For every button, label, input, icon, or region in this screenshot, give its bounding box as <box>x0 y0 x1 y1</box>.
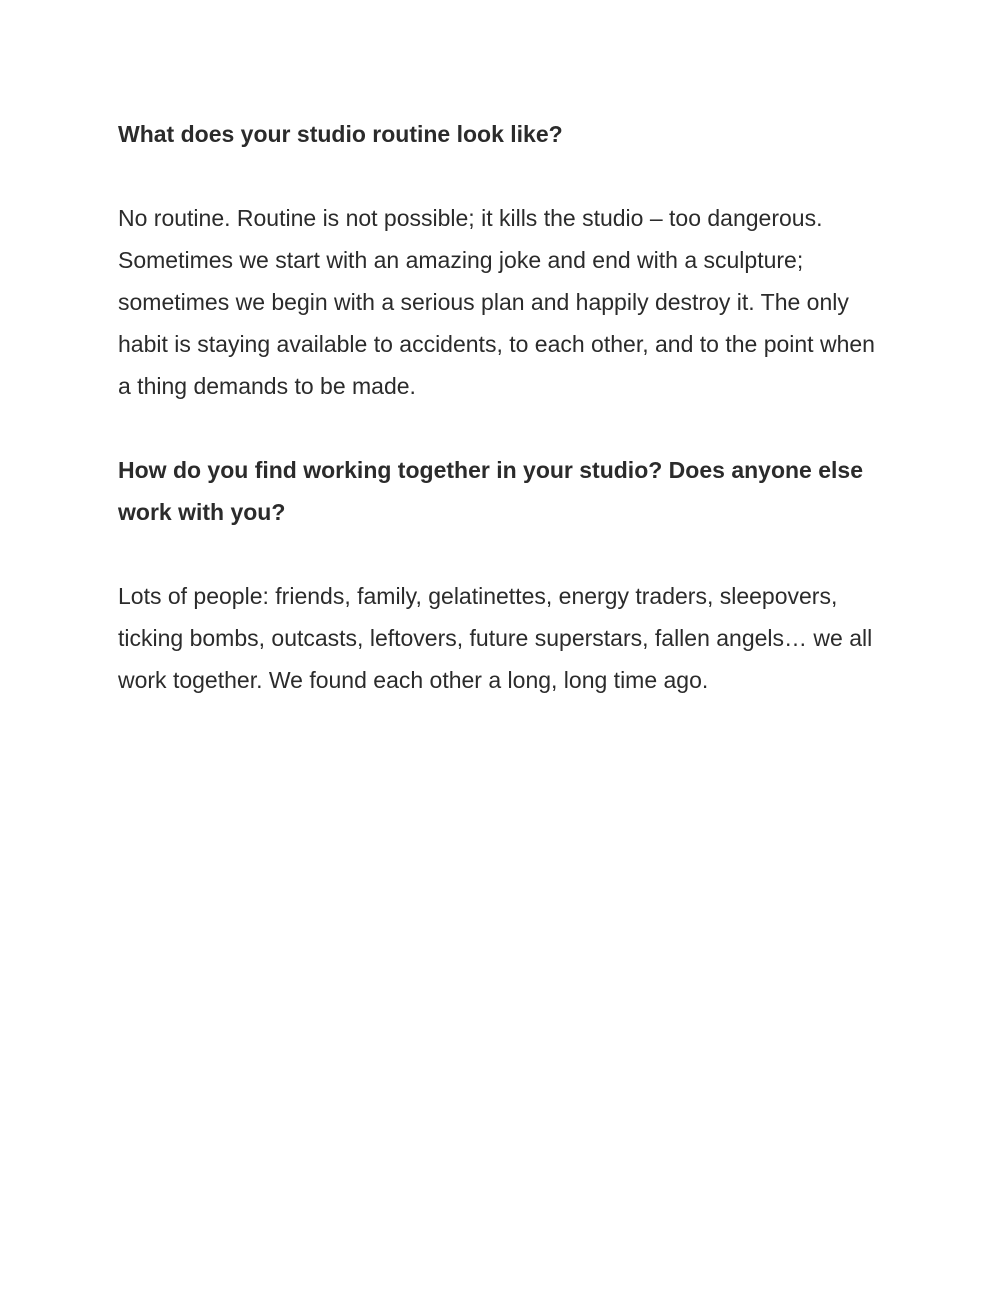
paragraph-spacer <box>118 533 888 575</box>
question-heading: What does your studio routine look like? <box>118 121 563 147</box>
paragraph-spacer <box>118 155 888 197</box>
answer-paragraph: No routine. Routine is not possible; it kills the studio – too dangerous. Sometimes we start with an amazing joke and end with a sculpture; sometimes we begin with a serious plan and happily destroy it. The only habit is staying available to accidents, to each other, and to the point when a thing demands to be made. <box>118 205 875 399</box>
answer-paragraph: Lots of people: friends, family, gelatinettes, energy traders, sleepovers, ticking bombs, outcasts, leftovers, future superstars, fallen angels… we all work together. We found each other a long, long time ago. <box>118 583 873 693</box>
question-heading: How do you find working together in your studio? Does anyone else work with you? <box>118 457 863 525</box>
paragraph-spacer <box>118 407 888 449</box>
document-page <box>118 113 888 701</box>
